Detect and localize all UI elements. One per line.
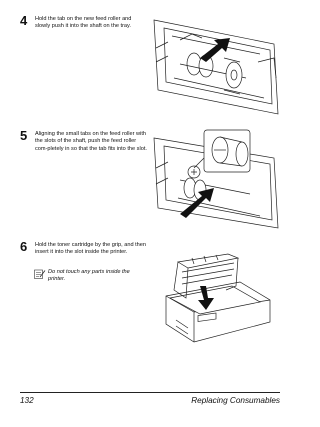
note-pencil-icon <box>34 269 46 279</box>
toner-cartridge-insert-illustration <box>152 250 280 350</box>
section-title: Replacing Consumables <box>191 396 280 405</box>
feed-roller-align-illustration <box>150 128 282 232</box>
footer-rule <box>20 392 280 393</box>
note <box>48 269 138 284</box>
step-text: Hold the toner cartridge by the grip, and then insert it into the slot inside the printer. <box>35 242 147 256</box>
step-text: Aligning the small tabs on the feed roller with the slots of the shaft, push the feed roller com-pletely in so that the tab fits into the slot. <box>35 131 147 152</box>
step-number: 5 <box>20 128 28 143</box>
step-number: 6 <box>20 239 28 254</box>
step-number: 4 <box>20 13 28 28</box>
page-number: 132 <box>20 396 34 405</box>
feed-roller-insert-illustration <box>150 18 282 118</box>
step-text: Hold the tab on the new feed roller and slowly push it into the shaft on the tray. <box>35 16 132 30</box>
note-text: Do not touch any parts inside the printer. <box>48 269 130 283</box>
